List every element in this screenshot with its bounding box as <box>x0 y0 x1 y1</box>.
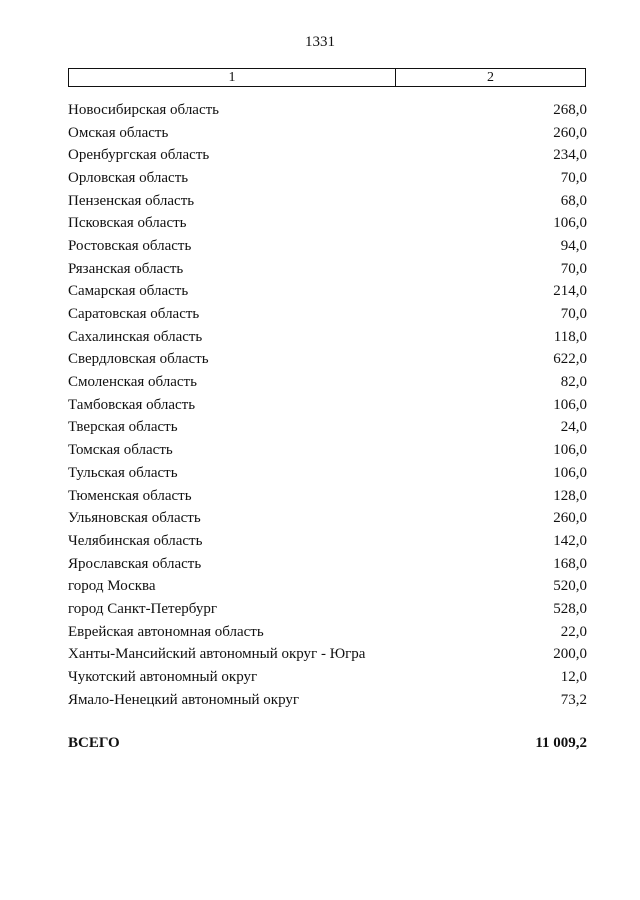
region-name: Псковская область <box>68 215 187 232</box>
region-value: 128,0 <box>553 487 587 504</box>
region-name: Чукотский автономный округ <box>68 669 258 686</box>
region-value: 82,0 <box>560 374 587 391</box>
total-value: 11 009,2 <box>535 735 587 751</box>
table-row <box>68 575 587 598</box>
region-value: 68,0 <box>560 192 587 209</box>
table-row <box>68 144 587 167</box>
region-name: Новосибирская область <box>68 101 220 118</box>
table-row <box>68 326 587 349</box>
region-value: 520,0 <box>553 578 587 595</box>
table-row <box>68 212 587 235</box>
region-value: 106,0 <box>553 442 587 459</box>
region-name: Рязанская область <box>68 260 184 277</box>
table-row <box>68 167 587 190</box>
table-row <box>68 190 587 213</box>
table-row <box>68 235 587 258</box>
table-row <box>68 349 587 372</box>
region-value: 214,0 <box>553 283 587 300</box>
region-name: город Москва <box>68 578 156 595</box>
region-name: Тамбовская область <box>68 396 196 413</box>
table-row <box>68 598 587 621</box>
region-name: Оренбургская область <box>68 147 210 164</box>
table-row <box>68 644 587 667</box>
table-row <box>68 485 587 508</box>
region-name: Тверская область <box>68 419 178 436</box>
region-name: Пензенская область <box>68 192 195 209</box>
header-col-1: 1 <box>69 69 396 86</box>
region-value: 118,0 <box>553 328 587 345</box>
table-row <box>68 281 587 304</box>
region-name: Ульяновская область <box>68 510 201 527</box>
region-name: Еврейская автономная область <box>68 623 264 640</box>
table-row <box>68 439 587 462</box>
header-col-2: 2 <box>487 70 494 85</box>
region-name: Челябинская область <box>68 532 203 549</box>
table-row <box>68 417 587 440</box>
region-value: 622,0 <box>553 351 587 368</box>
table-row <box>68 666 587 689</box>
region-name: Самарская область <box>68 283 189 300</box>
table-row <box>68 553 587 576</box>
table-row <box>68 258 587 281</box>
table-row <box>68 530 587 553</box>
region-name: Смоленская область <box>68 374 197 391</box>
table-row <box>68 394 587 417</box>
region-value: 260,0 <box>553 124 587 141</box>
page-number: 1331 <box>305 34 335 50</box>
region-value: 70,0 <box>560 260 587 277</box>
table-row <box>68 371 587 394</box>
table-row <box>68 507 587 530</box>
region-name: Орловская область <box>68 169 189 186</box>
region-value: 528,0 <box>553 600 587 617</box>
table-row <box>68 303 587 326</box>
total-label: ВСЕГО <box>68 735 120 751</box>
region-value: 94,0 <box>560 237 587 254</box>
region-name: Ростовская область <box>68 237 192 254</box>
region-name: Свердловская область <box>68 351 209 368</box>
table-row <box>68 621 587 644</box>
table-row <box>68 122 587 145</box>
region-name: Саратовская область <box>68 306 200 323</box>
region-name: Томская область <box>68 442 173 459</box>
region-value: 70,0 <box>560 306 587 323</box>
region-name: Тюменская область <box>68 487 192 504</box>
region-name: Ямало-Ненецкий автономный округ <box>68 691 300 708</box>
region-name: Сахалинская область <box>68 328 203 345</box>
region-name: Ярославская область <box>68 555 202 572</box>
region-name: Омская область <box>68 124 169 141</box>
total-row <box>68 735 587 752</box>
region-value: 234,0 <box>553 147 587 164</box>
region-value: 106,0 <box>553 396 587 413</box>
region-value: 106,0 <box>553 215 587 232</box>
region-value: 200,0 <box>553 646 587 663</box>
region-value: 168,0 <box>553 555 587 572</box>
region-name: Ханты-Мансийский автономный округ - Югра <box>68 646 366 663</box>
table-header <box>68 68 586 87</box>
region-value: 268,0 <box>553 101 587 118</box>
region-value: 12,0 <box>560 669 587 686</box>
region-name: Тульская область <box>68 464 178 481</box>
region-value: 22,0 <box>560 623 587 640</box>
region-value: 70,0 <box>560 169 587 186</box>
region-name: город Санкт-Петербург <box>68 600 217 617</box>
region-value: 106,0 <box>553 464 587 481</box>
region-value: 260,0 <box>553 510 587 527</box>
table-row <box>68 689 587 712</box>
region-value: 73,2 <box>560 691 587 708</box>
table-body <box>68 99 587 712</box>
region-value: 142,0 <box>553 532 587 549</box>
table-row <box>68 99 587 122</box>
region-value: 24,0 <box>560 419 587 436</box>
table-row <box>68 462 587 485</box>
